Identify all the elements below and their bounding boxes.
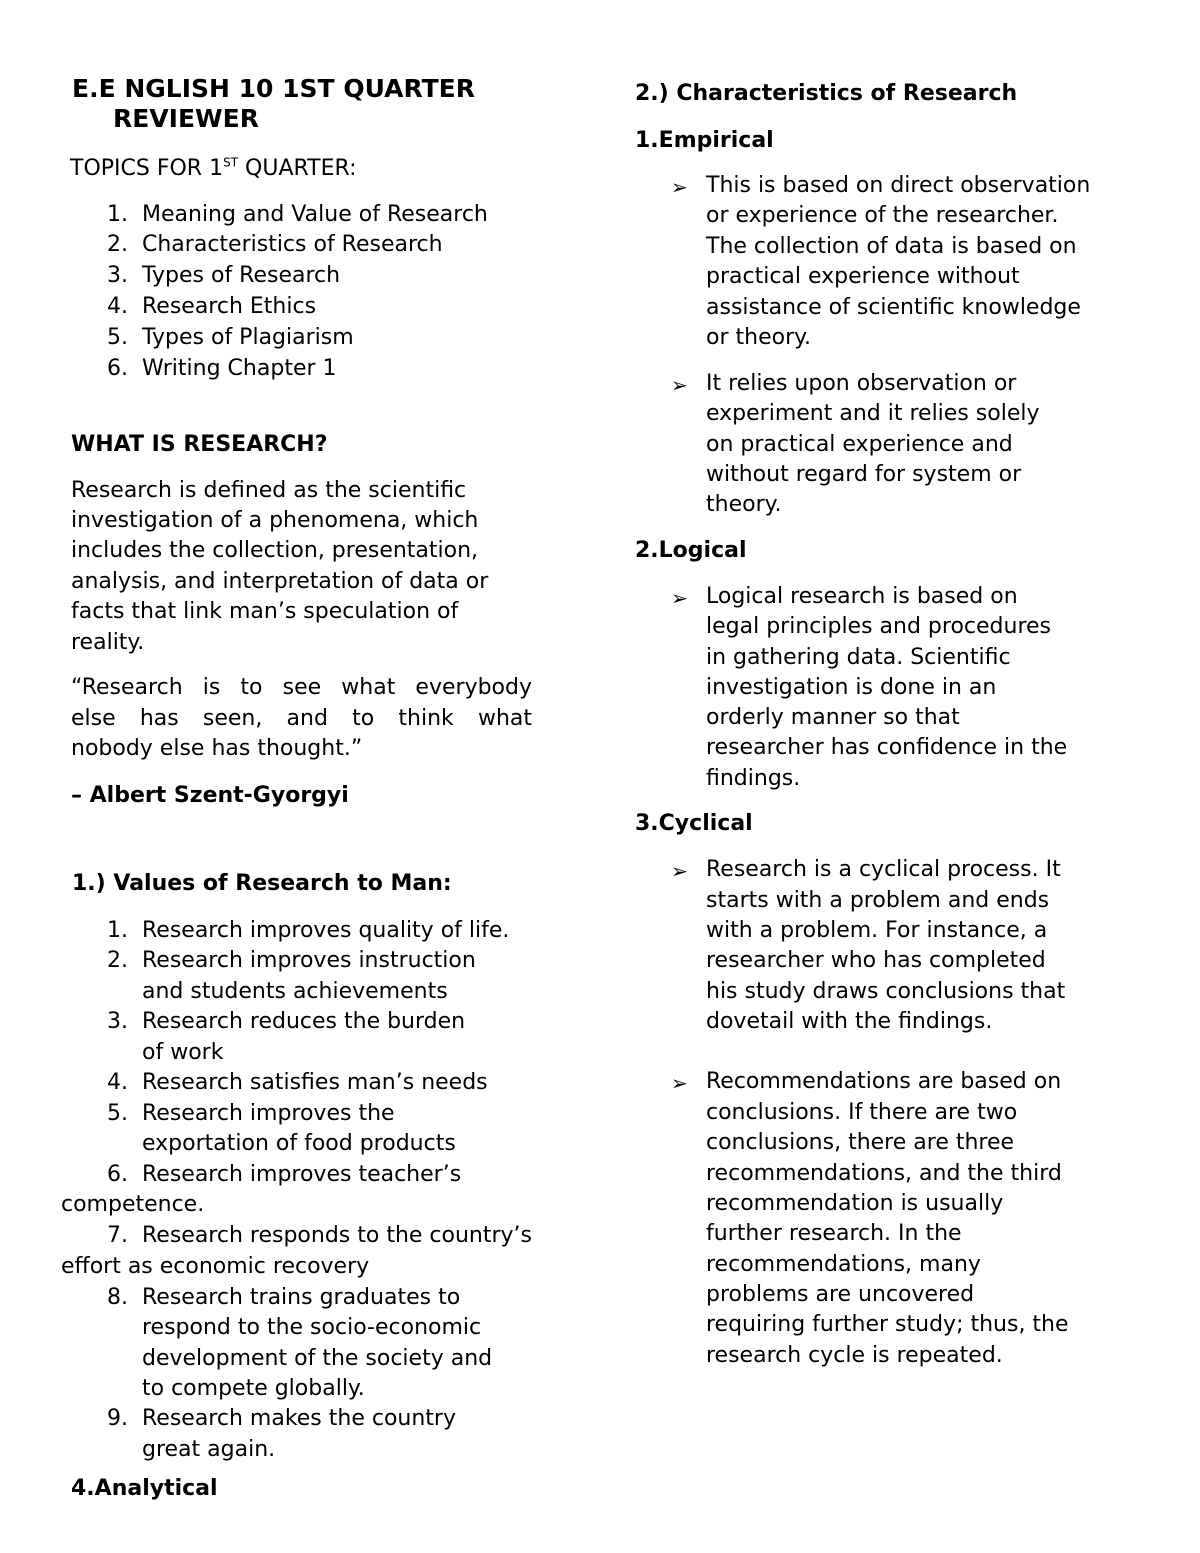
text-line: researcher has confidence in the [706,735,1068,760]
text-line: respond to the socio-economic [142,1315,482,1340]
text-line: researcher who has completed [706,948,1046,973]
text-line: or experience of the researcher. [706,203,1059,228]
text-line: without regard for system or [706,462,1022,487]
text-line: conclusions. If there are two [706,1100,1018,1125]
arrow-bullet-icon: ➢ [671,859,688,883]
page-title-line2: REVIEWER [113,104,259,133]
text-line: “Research is to see what everybody [71,675,532,700]
text-line: great again. [142,1437,276,1462]
text-line: effort as economic recovery [61,1254,370,1279]
text-line: starts with a problem and ends [706,888,1050,913]
text-line: reality. [71,630,145,655]
text-line: with a problem. For instance, a [706,918,1048,943]
text-line: theory. [706,492,782,517]
section-heading-values: 1.) Values of Research to Man: [72,871,452,896]
section-heading-analytical: 4.Analytical [71,1476,218,1501]
text-line: to compete globally. [142,1376,365,1401]
text-line: in gathering data. Scientific [706,645,1011,670]
text-line: experiment and it relies solely [706,401,1040,426]
text-line: recommendations, many [706,1252,981,1277]
text-line: dovetail with the findings. [706,1009,993,1034]
text-line: on practical experience and [706,432,1013,457]
arrow-bullet-icon: ➢ [671,1071,688,1095]
subheading-empirical: 1.Empirical [635,128,774,153]
text-line: It relies upon observation or [706,371,1017,396]
text-line: recommendation is usually [706,1191,1004,1216]
text-line: investigation of a phenomena, which [71,508,479,533]
text-line: nobody else has thought.” [71,736,363,761]
subheading-logical: 2.Logical [635,538,747,563]
text-line: problems are uncovered [706,1282,975,1307]
text-line: investigation is done in an [706,675,997,700]
text-line: development of the society and [142,1346,493,1371]
text-line: Logical research is based on [706,584,1018,609]
text-line: includes the collection, presentation, [71,538,479,563]
text-line: research cycle is repeated. [706,1343,1003,1368]
text-line: conclusions, there are three [706,1130,1015,1155]
text-line: competence. [61,1192,205,1217]
text-line: and students achievements [142,979,448,1004]
text-line: The collection of data is based on [706,234,1077,259]
arrow-bullet-icon: ➢ [671,586,688,610]
text-line: facts that link man’s speculation of [71,599,459,624]
text-line: or theory. [706,325,811,350]
text-line: orderly manner so that [706,705,960,730]
text-line: of work [142,1040,224,1065]
section-heading-what-is-research: WHAT IS RESEARCH? [71,432,328,457]
text-line: requiring further study; thus, the [706,1312,1069,1337]
text-line: findings. [706,766,801,791]
text-line: legal principles and procedures [706,614,1052,639]
text-line: This is based on direct observation [706,173,1091,198]
subheading-cyclical: 3.Cyclical [635,811,753,836]
text-line: his study draws conclusions that [706,979,1066,1004]
page-title-line1: E.E NGLISH 10 1ST QUARTER [72,74,475,103]
text-line: Research is defined as the scientific [71,478,467,503]
text-line: else has seen, and to think what [71,706,532,731]
text-line: recommendations, and the third [706,1161,1062,1186]
section-heading-characteristics: 2.) Characteristics of Research [635,81,1018,106]
text-line: exportation of food products [142,1131,456,1156]
text-line: Research is a cyclical process. It [706,857,1061,882]
text-line: assistance of scientific knowledge [706,295,1081,320]
text-line: further research. In the [706,1221,962,1246]
text-line: Recommendations are based on [706,1069,1062,1094]
arrow-bullet-icon: ➢ [671,175,688,199]
text-line: analysis, and interpretation of data or [71,569,489,594]
quote-author: – Albert Szent-Gyorgyi [71,783,349,808]
topics-heading: TOPICS FOR 1ST QUARTER: [70,155,357,181]
text-line: practical experience without [706,264,1020,289]
arrow-bullet-icon: ➢ [671,373,688,397]
